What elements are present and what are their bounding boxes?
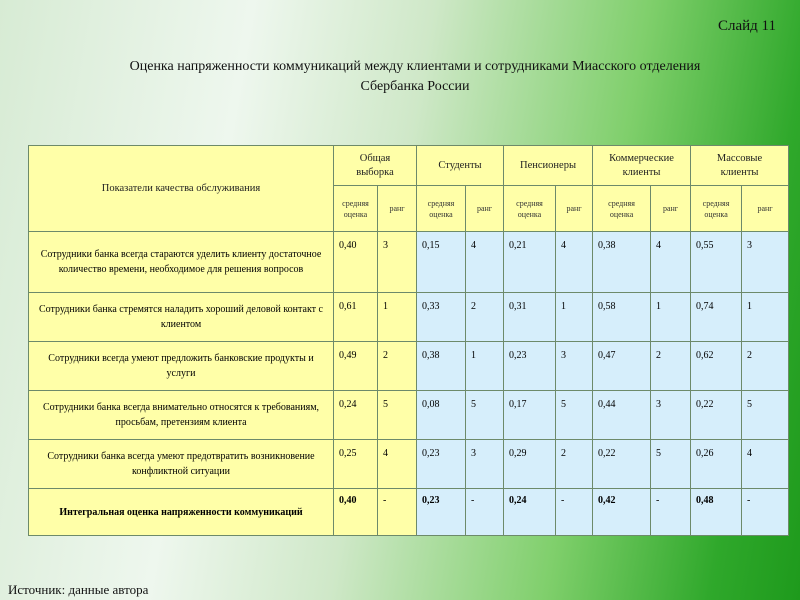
- rank-cell: -: [378, 489, 417, 536]
- score-cell: 0,40: [334, 489, 378, 536]
- communication-tension-table: [28, 145, 789, 536]
- rank-cell: 4: [742, 440, 789, 489]
- score-cell: 0,23: [417, 440, 466, 489]
- score-cell: 0,23: [504, 342, 556, 391]
- rank-cell: 2: [556, 440, 593, 489]
- score-cell: 0,15: [417, 232, 466, 293]
- score-cell: 0,21: [504, 232, 556, 293]
- subheader-rank: ранг: [651, 186, 691, 232]
- rank-cell: 4: [651, 232, 691, 293]
- rank-cell: -: [651, 489, 691, 536]
- score-cell: 0,29: [504, 440, 556, 489]
- rank-cell: 4: [466, 232, 504, 293]
- score-cell: 0,25: [334, 440, 378, 489]
- score-cell: 0,38: [593, 232, 651, 293]
- indicator-cell: Сотрудники всегда умеют предложить банковские продукты и услуги: [29, 342, 334, 391]
- rank-cell: 3: [651, 391, 691, 440]
- subheader-rank: ранг: [556, 186, 593, 232]
- score-cell: 0,47: [593, 342, 651, 391]
- slide-title-line-1: Оценка напряженности коммуникаций между клиентами и сотрудниками Миасского отделения: [129, 59, 701, 74]
- subheader-rank: ранг: [466, 186, 504, 232]
- subheader-rank: ранг: [378, 186, 417, 232]
- score-cell: 0,08: [417, 391, 466, 440]
- table-row: [29, 440, 789, 489]
- rank-cell: 2: [651, 342, 691, 391]
- subheader-score: средняя оценка: [334, 186, 378, 232]
- rank-cell: 3: [378, 232, 417, 293]
- subheader-score: средняя оценка: [593, 186, 651, 232]
- indicator-cell: Сотрудники банка всегда умеют предотвратить возникновение конфликтной ситуации: [29, 440, 334, 489]
- source-note: Источник: данные автора: [8, 582, 149, 597]
- score-cell: 0,38: [417, 342, 466, 391]
- indicator-cell: Сотрудники банка стремятся наладить хороший деловой контакт с клиентом: [29, 293, 334, 342]
- score-cell: 0,22: [593, 440, 651, 489]
- rank-cell: 1: [742, 293, 789, 342]
- rank-cell: -: [556, 489, 593, 536]
- score-cell: 0,49: [334, 342, 378, 391]
- score-cell: 0,44: [593, 391, 651, 440]
- subheader-score: средняя оценка: [417, 186, 466, 232]
- rank-cell: 3: [466, 440, 504, 489]
- score-cell: 0,61: [334, 293, 378, 342]
- subheader-rank: ранг: [742, 186, 789, 232]
- rank-cell: 5: [378, 391, 417, 440]
- indicator-cell: Сотрудники банка всегда внимательно относятся к требованиям, просьбам, претензиям клиента: [29, 391, 334, 440]
- score-cell: 0,22: [691, 391, 742, 440]
- score-cell: 0,58: [593, 293, 651, 342]
- rank-cell: 5: [742, 391, 789, 440]
- rank-cell: 5: [466, 391, 504, 440]
- subheader-score: средняя оценка: [691, 186, 742, 232]
- table-row: [29, 391, 789, 440]
- score-cell: 0,62: [691, 342, 742, 391]
- score-cell: 0,31: [504, 293, 556, 342]
- score-cell: 0,74: [691, 293, 742, 342]
- rank-cell: 1: [556, 293, 593, 342]
- score-cell: 0,17: [504, 391, 556, 440]
- rank-cell: 4: [378, 440, 417, 489]
- rank-cell: 1: [378, 293, 417, 342]
- score-cell: 0,33: [417, 293, 466, 342]
- indicator-cell-total: Интегральная оценка напряженности коммуникаций: [29, 489, 334, 536]
- group-header-pensioners: Пенсионеры: [504, 146, 593, 186]
- rank-cell: 2: [378, 342, 417, 391]
- score-cell: 0,24: [334, 391, 378, 440]
- rank-cell: 5: [651, 440, 691, 489]
- rank-cell: 4: [556, 232, 593, 293]
- subheader-score: средняя оценка: [504, 186, 556, 232]
- indicator-cell: Сотрудники банка всегда стараются уделить клиенту достаточное количество времени, необходимое для решения вопросов: [29, 232, 334, 293]
- table-row: [29, 293, 789, 342]
- score-cell: 0,42: [593, 489, 651, 536]
- rank-cell: 3: [742, 232, 789, 293]
- group-header-total: Общая выборка: [334, 146, 417, 186]
- score-cell: 0,40: [334, 232, 378, 293]
- indicators-header: Показатели качества обслуживания: [29, 146, 334, 232]
- rank-cell: 3: [556, 342, 593, 391]
- group-header-students: Студенты: [417, 146, 504, 186]
- rank-cell: 2: [466, 293, 504, 342]
- rank-cell: 1: [466, 342, 504, 391]
- slide-title-line-2: Сбербанка России: [360, 79, 470, 94]
- group-header-mass: Массовые клиенты: [691, 146, 789, 186]
- table-row: [29, 232, 789, 293]
- score-cell: 0,55: [691, 232, 742, 293]
- rank-cell: 2: [742, 342, 789, 391]
- rank-cell: 5: [556, 391, 593, 440]
- rank-cell: -: [466, 489, 504, 536]
- score-cell: 0,24: [504, 489, 556, 536]
- slide-number: Слайд 11: [717, 18, 776, 34]
- table-row: [29, 342, 789, 391]
- score-cell: 0,26: [691, 440, 742, 489]
- rank-cell: -: [742, 489, 789, 536]
- rank-cell: 1: [651, 293, 691, 342]
- score-cell: 0,23: [417, 489, 466, 536]
- group-header-commercial: Коммерческие клиенты: [593, 146, 691, 186]
- table-row-total: [29, 489, 789, 536]
- slide-title: [60, 57, 770, 97]
- score-cell: 0,48: [691, 489, 742, 536]
